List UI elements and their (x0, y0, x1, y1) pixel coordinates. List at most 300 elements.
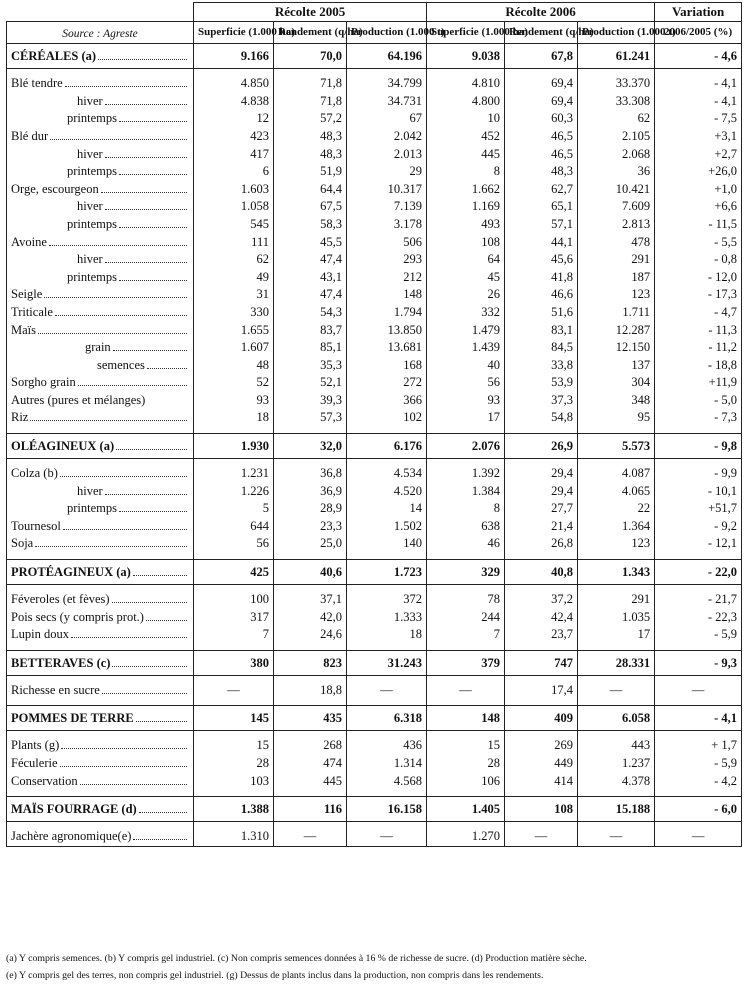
row-label-text: hiver (77, 199, 103, 214)
row-label (7, 181, 194, 199)
row-label-text: Plants (g) (11, 738, 60, 753)
row-label-wrap (11, 181, 189, 199)
leader-dots (71, 636, 187, 638)
row-label (7, 609, 194, 627)
row-label-wrap (11, 251, 189, 269)
cell-production-2005: 13.681 (347, 339, 427, 357)
cell-rendement-2005: 40,6 (274, 560, 347, 585)
cell-production-2006: 478 (578, 234, 655, 252)
cell-superficie-2006: — (427, 682, 505, 700)
cell-rendement-2006: 54,8 (505, 409, 578, 427)
cell-rendement-2006: 46,5 (505, 128, 578, 146)
row-label-wrap (11, 44, 189, 68)
row-label (7, 75, 194, 93)
row-label (7, 465, 194, 483)
cell-production-2006: 137 (578, 357, 655, 375)
cell-production-2006: — (578, 828, 655, 846)
leader-dots (112, 601, 187, 603)
cell-production-2005: 366 (347, 392, 427, 410)
row-label-wrap (11, 737, 189, 755)
cell-superficie-2005: 7 (194, 626, 274, 644)
row-label-wrap (11, 609, 189, 627)
cell-variation: - 21,7 (655, 591, 742, 609)
cell-variation: +51,7 (655, 500, 742, 518)
leader-dots (35, 545, 187, 547)
row-label-wrap (11, 357, 189, 375)
cell-rendement-2006: 84,5 (505, 339, 578, 357)
row-label-text: printemps (67, 111, 117, 126)
cell-superficie-2005: — (194, 682, 274, 700)
cell-superficie-2005: 1.655 (194, 322, 274, 340)
cell-superficie-2005: 1.607 (194, 339, 274, 357)
row-label (7, 216, 194, 234)
row-label-wrap (11, 286, 189, 304)
table-row (7, 163, 742, 181)
row-label-text: MAÏS FOURRAGE (d) (11, 802, 137, 817)
category-row (7, 650, 742, 675)
col-production-2005: Production (1.000 t) (347, 21, 427, 44)
cell-rendement-2006: 40,8 (505, 560, 578, 585)
cell-superficie-2006: 452 (427, 128, 505, 146)
table-row (7, 234, 742, 252)
row-label (7, 535, 194, 553)
cell-rendement-2005: 64,4 (274, 181, 347, 199)
cell-rendement-2005: 24,6 (274, 626, 347, 644)
cell-superficie-2005: 417 (194, 146, 274, 164)
leader-dots (112, 665, 187, 667)
cell-superficie-2005: 48 (194, 357, 274, 375)
cell-production-2006: 36 (578, 163, 655, 181)
cell-variation: - 7,5 (655, 110, 742, 128)
cell-variation: - 11,5 (655, 216, 742, 234)
row-label (7, 560, 194, 585)
cell-variation: - 17,3 (655, 286, 742, 304)
table-row (7, 518, 742, 536)
cell-production-2006: 123 (578, 286, 655, 304)
cell-superficie-2006: 2.076 (427, 434, 505, 459)
cell-superficie-2005: 145 (194, 706, 274, 731)
cell-rendement-2006: 414 (505, 773, 578, 791)
cell-production-2006: 62 (578, 110, 655, 128)
row-label-wrap (11, 75, 189, 93)
cell-production-2005: — (347, 828, 427, 846)
row-label-text: Soja (11, 536, 34, 551)
cell-production-2006: 2.105 (578, 128, 655, 146)
cell-rendement-2006: 23,7 (505, 626, 578, 644)
cell-production-2006: 1.035 (578, 609, 655, 627)
col-variation-pct: 2006/2005 (%) (655, 21, 742, 44)
cell-rendement-2006: 27,7 (505, 500, 578, 518)
cell-variation: - 10,1 (655, 483, 742, 501)
cell-superficie-2005: 644 (194, 518, 274, 536)
cell-rendement-2006: 747 (505, 650, 578, 675)
cell-superficie-2005: 1.388 (194, 797, 274, 822)
cell-rendement-2005: 25,0 (274, 535, 347, 553)
cell-rendement-2005: 51,9 (274, 163, 347, 181)
leader-dots (65, 85, 187, 87)
cell-production-2006: 10.421 (578, 181, 655, 199)
cell-superficie-2006: 1.479 (427, 322, 505, 340)
table-row (7, 392, 742, 410)
cell-rendement-2005: 48,3 (274, 146, 347, 164)
row-label (7, 409, 194, 427)
cell-superficie-2005: 93 (194, 392, 274, 410)
footnote-line: (e) Y compris gel des terres, non compris gel industriel. (g) Dessus de plants inclus dans la production, non compris dans les rendements. (6, 970, 544, 981)
cell-variation: - 6,0 (655, 797, 742, 822)
cell-variation: +11,9 (655, 374, 742, 392)
cell-production-2006: 61.241 (578, 44, 655, 69)
cell-rendement-2006: 46,5 (505, 146, 578, 164)
row-label-text: Pois secs (y compris prot.) (11, 609, 144, 624)
cell-rendement-2005: 52,1 (274, 374, 347, 392)
cell-variation: — (655, 828, 742, 846)
table-row (7, 409, 742, 427)
cell-superficie-2006: 1.405 (427, 797, 505, 822)
cell-variation: - 12,0 (655, 269, 742, 287)
row-label-wrap (11, 651, 189, 675)
cell-superficie-2006: 1.384 (427, 483, 505, 501)
cell-rendement-2006: 46,6 (505, 286, 578, 304)
cell-superficie-2005: 317 (194, 609, 274, 627)
cell-variation: - 5,5 (655, 234, 742, 252)
cell-production-2005: 1.502 (347, 518, 427, 536)
cell-superficie-2005: 330 (194, 304, 274, 322)
col-production-2006: Production (1.000 t) (578, 21, 655, 44)
cell-production-2006: 4.065 (578, 483, 655, 501)
leader-dots (50, 138, 187, 140)
cell-variation: + 1,7 (655, 737, 742, 755)
leader-dots (119, 226, 187, 228)
cell-superficie-2005: 100 (194, 591, 274, 609)
row-label-text: PROTÉAGINEUX (a) (11, 565, 131, 580)
cell-production-2006: 6.058 (578, 706, 655, 731)
row-label-text: Orge, escourgeon (11, 181, 99, 196)
cell-production-2005: 1.723 (347, 560, 427, 585)
leader-dots (61, 747, 187, 749)
cell-production-2005: 506 (347, 234, 427, 252)
table-row (7, 286, 742, 304)
cell-superficie-2006: 56 (427, 374, 505, 392)
harvest-statistics-table (6, 2, 742, 847)
cell-production-2006: 17 (578, 626, 655, 644)
cell-rendement-2005: 18,8 (274, 682, 347, 700)
cell-production-2006: 4.378 (578, 773, 655, 791)
table-row (7, 269, 742, 287)
cell-variation: - 5,9 (655, 755, 742, 773)
row-label (7, 146, 194, 164)
cell-superficie-2005: 49 (194, 269, 274, 287)
cell-superficie-2005: 111 (194, 234, 274, 252)
cell-rendement-2005: 37,1 (274, 591, 347, 609)
header-variation: Variation (655, 3, 742, 22)
table-row (7, 93, 742, 111)
table-row (7, 773, 742, 791)
row-label-wrap (11, 374, 189, 392)
cell-variation: - 4,7 (655, 304, 742, 322)
cell-rendement-2006: 17,4 (505, 682, 578, 700)
cell-production-2005: 2.013 (347, 146, 427, 164)
cell-superficie-2006: 78 (427, 591, 505, 609)
leader-dots (98, 58, 187, 60)
row-label (7, 322, 194, 340)
leader-dots (38, 332, 187, 334)
row-label-text: Féculerie (11, 756, 58, 770)
cell-variation: - 5,9 (655, 626, 742, 644)
cell-rendement-2005: 42,0 (274, 609, 347, 627)
cell-rendement-2005: 57,3 (274, 409, 347, 427)
cell-production-2005: 31.243 (347, 650, 427, 675)
cell-superficie-2005: 15 (194, 737, 274, 755)
cell-variation: - 4,2 (655, 773, 742, 791)
cell-superficie-2006: 638 (427, 518, 505, 536)
leader-dots (78, 384, 187, 386)
harvest-table-container (6, 2, 741, 847)
cell-superficie-2006: 26 (427, 286, 505, 304)
cell-rendement-2005: — (274, 828, 347, 846)
row-label-text: semences (97, 357, 145, 372)
table-row (7, 110, 742, 128)
row-label (7, 392, 194, 410)
cell-rendement-2006: 41,8 (505, 269, 578, 287)
cell-production-2005: 293 (347, 251, 427, 269)
cell-rendement-2006: 62,7 (505, 181, 578, 199)
cell-superficie-2006: 46 (427, 535, 505, 553)
cell-production-2005: 16.158 (347, 797, 427, 822)
cell-superficie-2006: 17 (427, 409, 505, 427)
cell-production-2005: 4.568 (347, 773, 427, 791)
cell-variation: - 9,9 (655, 465, 742, 483)
cell-production-2006: 2.813 (578, 216, 655, 234)
cell-production-2005: 34.799 (347, 75, 427, 93)
cell-superficie-2005: 62 (194, 251, 274, 269)
header-harvest-2006: Récolte 2006 (427, 3, 655, 22)
table-row (7, 128, 742, 146)
row-label-text: Seigle (11, 287, 43, 302)
row-label-text: hiver (77, 93, 103, 108)
header-corner (7, 3, 194, 22)
cell-variation: +1,0 (655, 181, 742, 199)
cell-production-2005: 29 (347, 163, 427, 181)
cell-production-2006: 2.068 (578, 146, 655, 164)
cell-production-2006: 348 (578, 392, 655, 410)
cell-superficie-2005: 56 (194, 535, 274, 553)
cell-superficie-2006: 329 (427, 560, 505, 585)
cell-superficie-2006: 106 (427, 773, 505, 791)
row-label-text: Blé tendre (11, 76, 63, 91)
cell-superficie-2006: 10 (427, 110, 505, 128)
cell-production-2005: 14 (347, 500, 427, 518)
cell-rendement-2006: 29,4 (505, 483, 578, 501)
cell-superficie-2005: 423 (194, 128, 274, 146)
row-label (7, 626, 194, 644)
row-label (7, 755, 194, 773)
cell-superficie-2005: 18 (194, 409, 274, 427)
row-label (7, 773, 194, 791)
cell-rendement-2005: 85,1 (274, 339, 347, 357)
cell-production-2005: 6.318 (347, 706, 427, 731)
category-row (7, 44, 742, 69)
table-row (7, 737, 742, 755)
row-label (7, 269, 194, 287)
cell-superficie-2006: 45 (427, 269, 505, 287)
table-row (7, 591, 742, 609)
row-label-wrap (11, 560, 189, 584)
row-label (7, 828, 194, 846)
table-row (7, 483, 742, 501)
row-label-text: Riz (11, 410, 29, 425)
cell-superficie-2006: 8 (427, 163, 505, 181)
leader-dots (44, 296, 187, 298)
row-label (7, 434, 194, 459)
cell-superficie-2005: 103 (194, 773, 274, 791)
cell-superficie-2005: 545 (194, 216, 274, 234)
table-body (7, 44, 742, 847)
cell-rendement-2006: 48,3 (505, 163, 578, 181)
cell-rendement-2006: 65,1 (505, 198, 578, 216)
cell-variation: - 12,1 (655, 535, 742, 553)
cell-production-2005: 1.314 (347, 755, 427, 773)
cell-variation: - 11,2 (655, 339, 742, 357)
leader-dots (133, 574, 187, 576)
row-label-text: OLÉAGINEUX (a) (11, 439, 115, 454)
cell-rendement-2005: 268 (274, 737, 347, 755)
row-label-wrap (11, 146, 189, 164)
leader-dots (133, 838, 187, 840)
row-label (7, 650, 194, 675)
row-label-wrap (11, 392, 189, 410)
cell-production-2006: 187 (578, 269, 655, 287)
leader-dots (105, 208, 187, 210)
cell-production-2006: 1.343 (578, 560, 655, 585)
cell-rendement-2005: 47,4 (274, 286, 347, 304)
row-label-wrap (11, 234, 189, 252)
cell-rendement-2006: 37,3 (505, 392, 578, 410)
cell-production-2006: 1.364 (578, 518, 655, 536)
table-row (7, 339, 742, 357)
cell-rendement-2005: 71,8 (274, 93, 347, 111)
row-label-wrap (11, 591, 189, 609)
table-row (7, 535, 742, 553)
cell-production-2006: 123 (578, 535, 655, 553)
row-label (7, 706, 194, 731)
row-label-wrap (11, 304, 189, 322)
cell-superficie-2006: 8 (427, 500, 505, 518)
col-rendement-2006: Rendement (q/ha) (505, 21, 578, 44)
cell-rendement-2006: 33,8 (505, 357, 578, 375)
footnote-line: (a) Y compris semences. (b) Y compris gel industriel. (c) Non compris semences données à 16 % de richesse de sucre. (d) Production matière sèche. (6, 953, 587, 964)
cell-superficie-2005: 425 (194, 560, 274, 585)
row-label-wrap (11, 322, 189, 340)
cell-production-2005: 102 (347, 409, 427, 427)
row-label-text: BETTERAVES (c) (11, 655, 111, 670)
row-label-text: Sorgho grain (11, 375, 76, 390)
cell-superficie-2005: 1.058 (194, 198, 274, 216)
row-label-text: Tournesol (11, 518, 61, 533)
cell-superficie-2006: 332 (427, 304, 505, 322)
leader-dots (49, 244, 187, 246)
cell-rendement-2006: 57,1 (505, 216, 578, 234)
cell-rendement-2005: 67,5 (274, 198, 347, 216)
cell-variation: - 22,3 (655, 609, 742, 627)
row-label (7, 234, 194, 252)
leader-dots (80, 783, 187, 785)
row-label-wrap (11, 93, 189, 111)
row-label-text: CÉRÉALES (a) (11, 49, 97, 64)
cell-variation: - 22,0 (655, 560, 742, 585)
table-row (7, 374, 742, 392)
leader-dots (105, 493, 187, 495)
cell-production-2006: 12.150 (578, 339, 655, 357)
cell-rendement-2005: 116 (274, 797, 347, 822)
cell-rendement-2005: 43,1 (274, 269, 347, 287)
cell-rendement-2005: 71,8 (274, 75, 347, 93)
cell-rendement-2006: — (505, 828, 578, 846)
row-label (7, 737, 194, 755)
cell-variation: — (655, 682, 742, 700)
cell-variation: +6,6 (655, 198, 742, 216)
cell-superficie-2006: 148 (427, 706, 505, 731)
cell-rendement-2006: 37,2 (505, 591, 578, 609)
cell-production-2005: 1.794 (347, 304, 427, 322)
cell-production-2006: 304 (578, 374, 655, 392)
col-superficie-2006: Superficie (1.000 ha) (427, 21, 505, 44)
cell-production-2005: 1.333 (347, 609, 427, 627)
cell-superficie-2006: 1.662 (427, 181, 505, 199)
leader-dots (101, 191, 187, 193)
cell-superficie-2006: 1.270 (427, 828, 505, 846)
cell-production-2005: 2.042 (347, 128, 427, 146)
row-label-wrap (11, 434, 189, 458)
cell-superficie-2006: 108 (427, 234, 505, 252)
row-label (7, 374, 194, 392)
table-row (7, 828, 742, 846)
source-note: Source : Agreste (7, 21, 194, 44)
table-row (7, 198, 742, 216)
leader-dots (116, 448, 187, 450)
table-row (7, 322, 742, 340)
leader-dots (105, 156, 187, 158)
cell-rendement-2005: 28,9 (274, 500, 347, 518)
row-label-wrap (11, 535, 189, 553)
table-row (7, 626, 742, 644)
row-label-wrap (11, 706, 189, 730)
row-label-text: grain (85, 340, 111, 355)
cell-production-2006: 15.188 (578, 797, 655, 822)
cell-production-2005: 67 (347, 110, 427, 128)
table-row (7, 500, 742, 518)
table-row (7, 146, 742, 164)
cell-superficie-2005: 52 (194, 374, 274, 392)
cell-rendement-2006: 26,9 (505, 434, 578, 459)
cell-variation: - 7,3 (655, 409, 742, 427)
row-label-text: Avoine (11, 234, 47, 249)
cell-superficie-2006: 9.038 (427, 44, 505, 69)
cell-production-2005: 3.178 (347, 216, 427, 234)
leader-dots (139, 811, 187, 813)
row-label (7, 163, 194, 181)
cell-variation: - 0,8 (655, 251, 742, 269)
leader-dots (63, 528, 187, 530)
cell-rendement-2005: 32,0 (274, 434, 347, 459)
cell-rendement-2005: 57,2 (274, 110, 347, 128)
cell-variation: - 18,8 (655, 357, 742, 375)
cell-superficie-2006: 15 (427, 737, 505, 755)
leader-dots (119, 279, 187, 281)
row-label-wrap (11, 216, 189, 234)
cell-superficie-2005: 31 (194, 286, 274, 304)
row-label-wrap (11, 797, 189, 821)
cell-variation: - 4,6 (655, 44, 742, 69)
